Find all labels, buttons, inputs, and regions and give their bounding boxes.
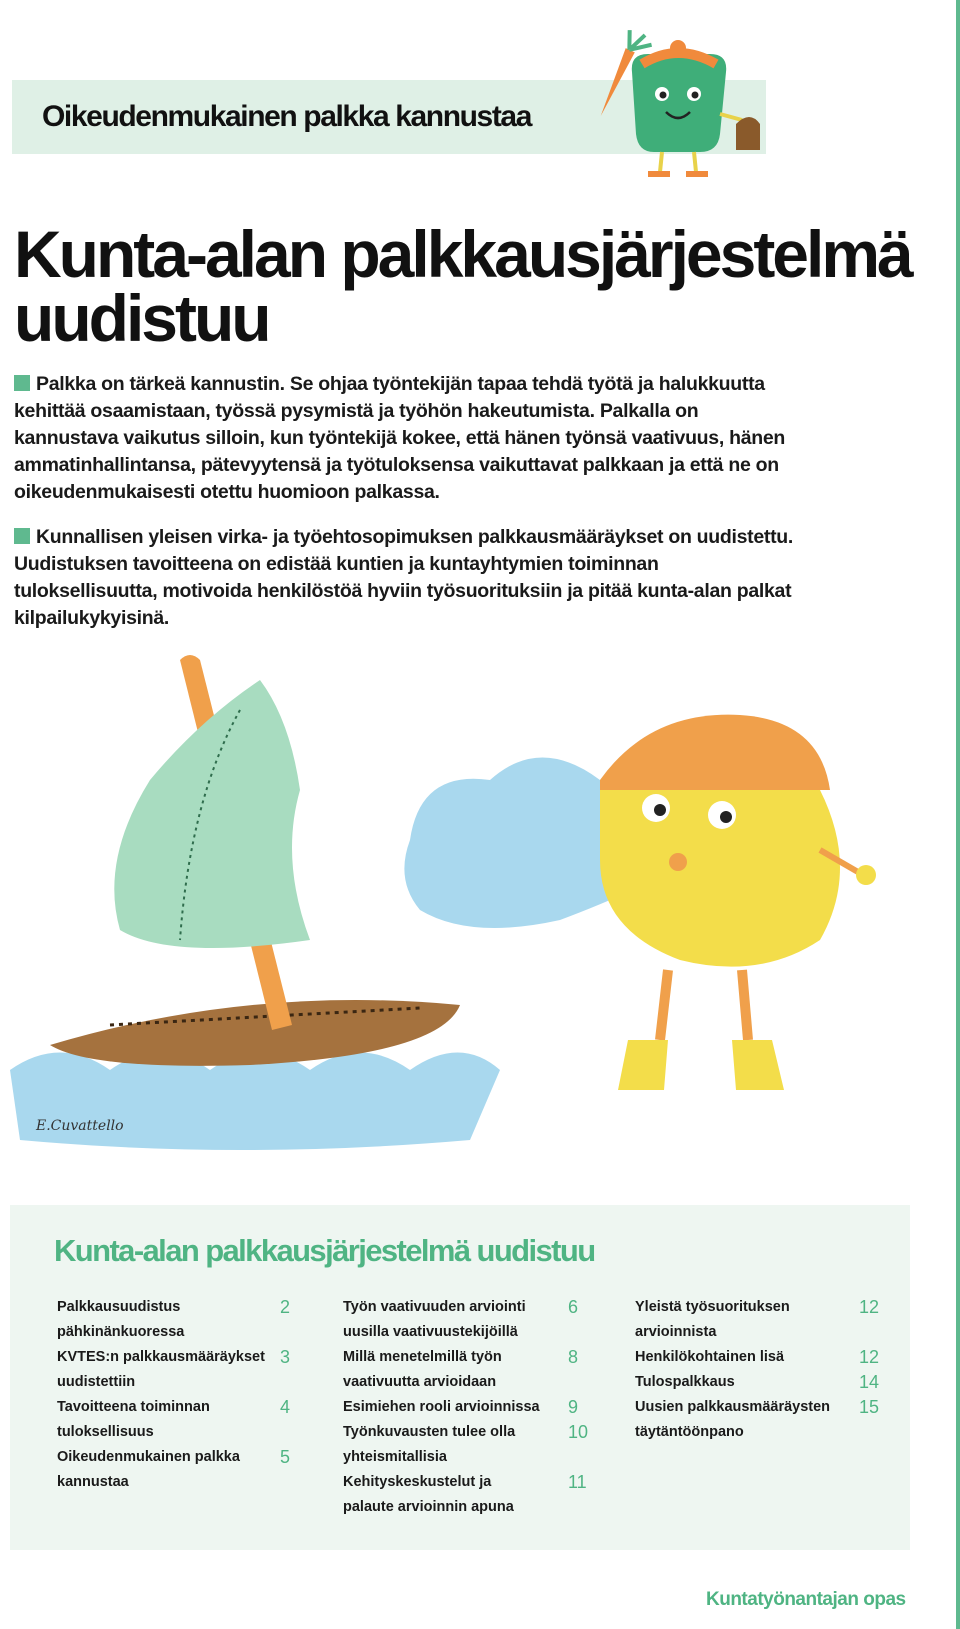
toc-page-number: 4 bbox=[280, 1397, 291, 1417]
paragraph-text: Kunnallisen yleisen virka- ja työehtosopimuksen palkkausmääräykset on uudistettu. Uudistuksen tavoitteena on edistää kuntien ja kuntayhtymien toiminnan tuloksellisuutta, motivoida henkilöstöä hyviin työsuorituksiin ja pitää kunta-alan palkat kilpailukykyisinä. bbox=[14, 526, 794, 629]
toc-page-number: 12 bbox=[859, 1297, 880, 1317]
toc-entry-label-continued: palaute arvioinnin apuna bbox=[343, 1499, 514, 1515]
toc-page-number: 11 bbox=[568, 1472, 587, 1492]
toc-entry-label: Esimiehen rooli arvioinnissa bbox=[343, 1399, 540, 1415]
bullet-square-icon bbox=[14, 375, 30, 391]
toc-page-number: 5 bbox=[280, 1447, 291, 1467]
toc-entry-label-continued: uusilla vaativuustekijöillä bbox=[343, 1324, 518, 1340]
intro-paragraph-2 bbox=[14, 524, 804, 632]
title-line-2: uudistuu bbox=[14, 281, 269, 355]
toc-entry-label-continued: täytäntöönpano bbox=[635, 1424, 744, 1440]
toc-entry[interactable] bbox=[57, 1445, 297, 1495]
toc-page-number: 15 bbox=[859, 1397, 880, 1417]
toc-entry[interactable] bbox=[57, 1345, 297, 1395]
toc-entry[interactable] bbox=[57, 1295, 297, 1345]
toc-entry-label-continued: vaativuutta arvioidaan bbox=[343, 1374, 497, 1390]
toc-entry-label: Työnkuvausten tulee olla bbox=[343, 1424, 516, 1440]
toc-title: Kunta-alan palkkausjärjestelmä uudistuu bbox=[54, 1233, 595, 1268]
toc-page-number: 6 bbox=[568, 1297, 579, 1317]
toc-column-1 bbox=[57, 1295, 297, 1495]
toc-entry-label: Tavoitteena toiminnan bbox=[57, 1399, 210, 1415]
toc-entry[interactable] bbox=[635, 1295, 880, 1345]
toc-page-number: 10 bbox=[568, 1422, 589, 1442]
page-title bbox=[14, 217, 911, 355]
toc-entry[interactable] bbox=[635, 1370, 880, 1395]
toc-entry[interactable] bbox=[635, 1345, 880, 1370]
toc-column-2 bbox=[343, 1295, 589, 1520]
toc-page-number: 3 bbox=[280, 1347, 291, 1367]
toc-entry-label-continued: uudistettiin bbox=[57, 1374, 136, 1390]
artist-signature: E.Cuvattello bbox=[36, 1118, 124, 1134]
toc-entry-label: Palkkausuudistus bbox=[57, 1299, 181, 1315]
bullet-square-icon bbox=[14, 528, 30, 544]
toc-page-number: 8 bbox=[568, 1347, 579, 1367]
toc-entry-label: Työn vaativuuden arviointi bbox=[343, 1299, 526, 1315]
title-line-1: Kunta-alan palkkausjärjestelmä bbox=[14, 217, 911, 291]
paragraph-text: Palkka on tärkeä kannustin. Se ohjaa työntekijän tapaa tehdä työtä ja halukkuutta kehittää osaamistaan, työssä pysymistä ja työhön hakeutumista. Palkalla on kannustava vaikutus silloin, kun työntekijä kokee, että hänen työnsä vaativuus, hänen ammatinhallintansa, pätevyytensä ja työtuloksensa vaikuttavat palkkaan ja että ne on oikeudenmukaisesti otettu huomioon palkassa. bbox=[14, 373, 786, 503]
intro-paragraph-1 bbox=[14, 371, 804, 506]
toc-entry[interactable] bbox=[343, 1395, 583, 1420]
toc-entry-label: Oikeudenmukainen palkka bbox=[57, 1449, 240, 1465]
toc-entry[interactable] bbox=[343, 1420, 589, 1470]
table-of-contents bbox=[10, 1205, 910, 1550]
toc-entry-label: Millä menetelmillä työn bbox=[343, 1349, 502, 1365]
toc-entry-label: Tulospalkkaus bbox=[635, 1374, 735, 1390]
toc-entry[interactable] bbox=[343, 1295, 583, 1345]
toc-entry-label: KVTES:n palkkausmääräykset bbox=[57, 1349, 265, 1365]
toc-entry-label-continued: yhteismitallisia bbox=[343, 1449, 447, 1465]
toc-entry-label-continued: pähkinänkuoressa bbox=[57, 1324, 185, 1340]
page-edge-rule bbox=[956, 0, 960, 1629]
footer-publication-name: Kuntatyönantajan opas bbox=[706, 1589, 906, 1610]
boat-and-wind-illustration bbox=[0, 640, 910, 1200]
toc-page-number: 9 bbox=[568, 1397, 579, 1417]
toc-entry-label: Henkilökohtainen lisä bbox=[635, 1349, 785, 1365]
toc-entry-label: Uusien palkkausmääräysten bbox=[635, 1399, 831, 1415]
toc-entry-label: Kehityskeskustelut ja bbox=[343, 1474, 492, 1490]
purse-character-illustration bbox=[590, 14, 800, 194]
toc-page-number: 2 bbox=[280, 1297, 291, 1317]
toc-entry[interactable] bbox=[635, 1395, 880, 1445]
toc-entry[interactable] bbox=[343, 1470, 587, 1520]
toc-entry[interactable] bbox=[57, 1395, 297, 1445]
toc-entry[interactable] bbox=[343, 1345, 583, 1395]
toc-entry-label-continued: arvioinnista bbox=[635, 1324, 717, 1340]
toc-entry-label: Yleistä työsuorituksen bbox=[635, 1299, 790, 1315]
section-title: Oikeudenmukainen palkka kannustaa bbox=[42, 100, 531, 133]
toc-page-number: 12 bbox=[859, 1347, 880, 1367]
toc-entry-label-continued: tuloksellisuus bbox=[57, 1424, 154, 1440]
toc-entry-label-continued: kannustaa bbox=[57, 1474, 129, 1490]
toc-column-3 bbox=[635, 1295, 880, 1445]
toc-page-number: 14 bbox=[859, 1372, 880, 1392]
